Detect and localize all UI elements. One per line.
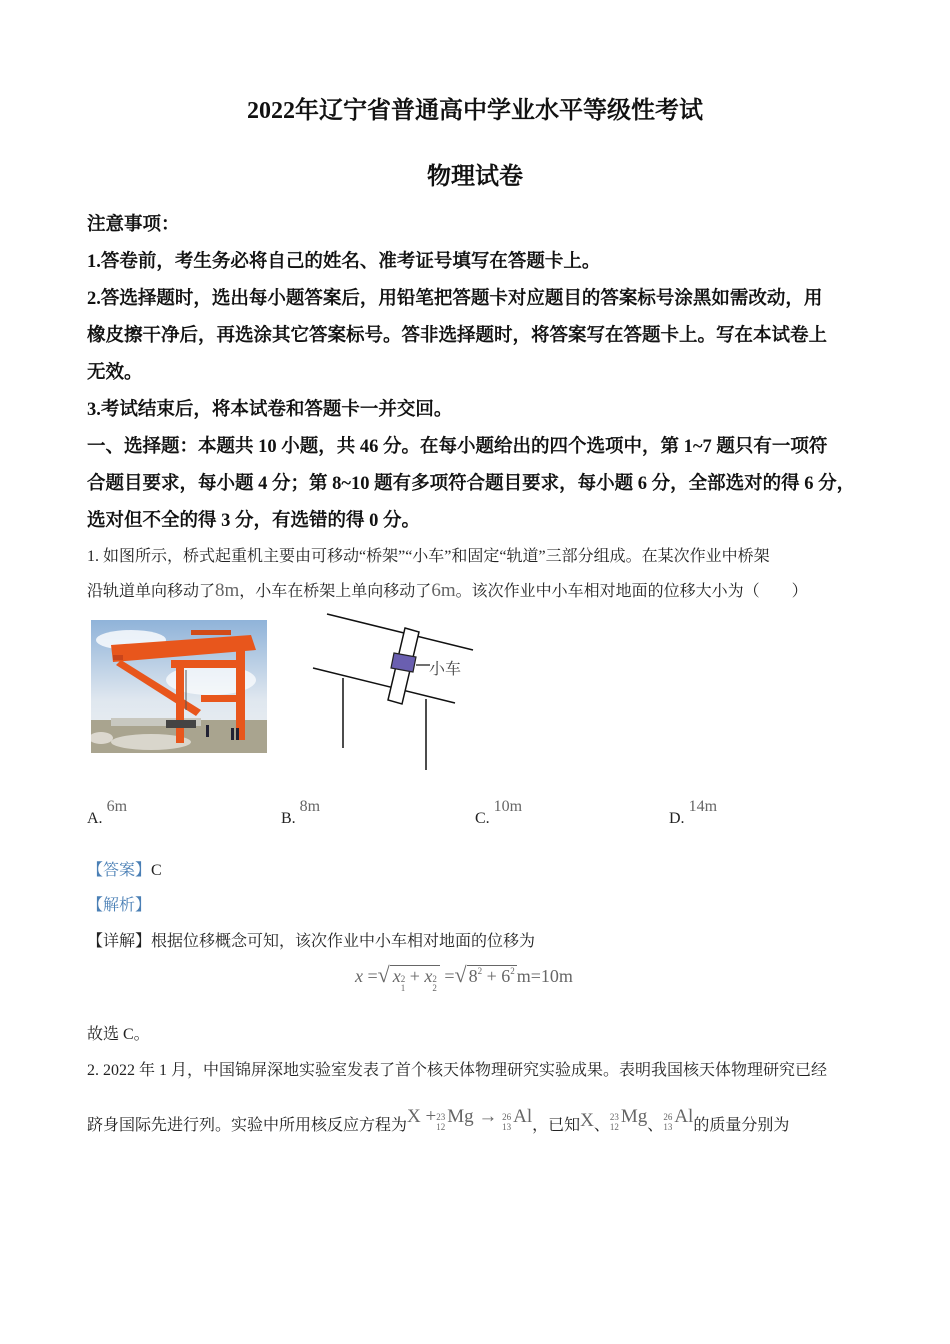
- x2: x: [424, 966, 433, 986]
- x2-sup: 2: [432, 974, 437, 984]
- q1-value-8m: 8m: [215, 580, 240, 601]
- al-atomic: 13: [502, 1122, 512, 1132]
- formula-x: x: [355, 966, 363, 986]
- n1-sup: 2: [477, 966, 483, 976]
- q1-text-a: 沿轨道单向移动了: [87, 583, 216, 600]
- eq-x: X: [407, 1106, 421, 1127]
- known-mg-atomic: 12: [609, 1122, 619, 1132]
- answer-label: 【答案】: [87, 862, 152, 879]
- q2-text-c: 的质量分别为: [693, 1117, 790, 1134]
- x1-scripts: [401, 975, 406, 993]
- x2-sub: 2: [432, 983, 437, 993]
- radicand-1: [390, 965, 440, 993]
- section-instructions-1: 一、选择题：本题共 10 小题，共 46 分。在每小题给出的四个选项中，第 1~7 题只有一项符: [87, 437, 828, 457]
- n2: 6: [501, 966, 511, 986]
- formula-equals-1: =: [367, 966, 378, 986]
- option-d[interactable]: [669, 798, 718, 828]
- notice-item-2-end: 无效。: [87, 363, 143, 383]
- notice-item-2-cont: 橡皮擦干净后，再选涂其它答案标号。答非选择题时，将答案写在答题卡上。写在本试卷上: [87, 326, 828, 346]
- known-al: [663, 1106, 693, 1132]
- question-1-text-2: [87, 578, 808, 602]
- mg-symbol: Mg: [447, 1106, 474, 1127]
- analysis-label: 【解析】: [87, 897, 152, 914]
- known-mg-symbol: Mg: [620, 1106, 648, 1127]
- x2-scripts: [432, 975, 437, 993]
- cart-label: 小车: [429, 659, 462, 678]
- nuclear-equation: [407, 1106, 533, 1132]
- exam-title: 2022年辽宁省普通高中学业水平等级性考试: [247, 98, 703, 124]
- known-x: X: [580, 1110, 594, 1131]
- sqrt-icon: √: [454, 962, 467, 987]
- option-c-value: 10m: [493, 798, 523, 815]
- known-al-atomic: 13: [663, 1122, 673, 1132]
- question-2-text-2: [87, 1106, 790, 1140]
- q2-text-a: 跻身国际先进行列。实验中所用核反应方程为: [87, 1117, 408, 1134]
- option-a[interactable]: [87, 798, 128, 828]
- displacement-formula: [355, 962, 573, 993]
- question-2-text-1: 2. 2022 年 1 月，中国锦屏深地实验室发表了首个核天体物理研究实验成果。表明我国核天体物理研究已经: [87, 1062, 828, 1079]
- exam-subtitle: 物理试卷: [427, 164, 523, 190]
- notice-item-3: 3.考试结束后，将本试卷和答题卡一并交回。: [87, 400, 453, 420]
- known-al-numbers: [663, 1112, 672, 1132]
- question-1-text-1: 1. 如图所示，桥式起重机主要由可移动“桥架”“小车”和固定“轨道”三部分组成。在某次作业中桥架: [87, 548, 770, 565]
- sep-1: 、: [593, 1117, 610, 1134]
- mg-mass: 23: [436, 1112, 446, 1122]
- answer-value: C: [151, 862, 162, 879]
- q1-text-b: ，小车在桥架上单向移动了: [239, 583, 432, 600]
- x1: x: [392, 966, 401, 986]
- al-mass: 26: [502, 1112, 512, 1122]
- q1-text-c: 。该次作业中小车相对地面的位移大小为（ ）: [455, 583, 808, 600]
- option-a-letter: A.: [87, 810, 103, 827]
- option-c-letter: C.: [475, 810, 490, 827]
- detail-label: 【详解】: [87, 933, 152, 950]
- known-mg-numbers: [610, 1112, 619, 1132]
- section-instructions-2: 合题目要求，每小题 4 分；第 8~10 题有多项符合题目要求，每小题 6 分，全部选对的得 6 分，: [87, 474, 856, 494]
- detail-text: 根据位移概念可知，该次作业中小车相对地面的位移为: [151, 933, 536, 950]
- x1-sub: 1: [400, 983, 406, 993]
- bridge-rail-top: [327, 614, 473, 650]
- al-nuclide: [502, 1106, 532, 1132]
- conclusion: 故选 C。: [87, 1026, 150, 1043]
- option-b[interactable]: [281, 798, 321, 828]
- formula-plus-2: +: [486, 966, 497, 986]
- formula-result: m=10m: [516, 966, 573, 986]
- al-numbers: [502, 1112, 511, 1132]
- option-d-letter: D.: [669, 810, 685, 827]
- detail-row: [87, 928, 535, 951]
- n2-sup: 2: [510, 966, 515, 976]
- section-instructions-3: 选对但不全的得 3 分，有选错的得 0 分。: [87, 511, 421, 531]
- notice-item-1: 1.答卷前，考生务必将自己的姓名、准考证号填写在答题卡上。: [87, 252, 601, 272]
- x1-sup: 2: [400, 974, 406, 984]
- option-b-letter: B.: [281, 810, 296, 827]
- arrow-icon: →: [478, 1106, 498, 1127]
- q2-text-b: ，已知: [532, 1117, 581, 1134]
- formula-equals-2: =: [444, 966, 455, 986]
- option-c[interactable]: [475, 798, 523, 828]
- formula-plus-1: +: [409, 966, 420, 986]
- answer-row: [87, 857, 162, 880]
- n1: 8: [468, 966, 478, 986]
- eq-plus: +: [425, 1106, 437, 1127]
- mg-numbers: [436, 1112, 445, 1132]
- q1-value-6m: 6m: [431, 580, 456, 601]
- option-b-value: 8m: [299, 798, 321, 815]
- known-al-mass: 26: [663, 1112, 673, 1122]
- sqrt-icon: √: [377, 962, 390, 987]
- al-symbol: Al: [513, 1106, 533, 1127]
- mg-nuclide: [436, 1106, 473, 1132]
- known-mg: [610, 1106, 647, 1132]
- crane-diagram: [305, 610, 480, 775]
- notice-item-2: 2.答选择题时，选出每小题答案后，用铅笔把答题卡对应题目的答案标号涂黑如需改动，用: [87, 289, 823, 309]
- option-a-value: 6m: [106, 798, 128, 815]
- known-al-symbol: Al: [674, 1106, 694, 1127]
- cart-block: [391, 653, 416, 672]
- radicand-2: [467, 965, 517, 986]
- crane-photo: [91, 620, 267, 753]
- sep-2: 、: [647, 1117, 664, 1134]
- known-mg-mass: 23: [609, 1112, 619, 1122]
- mg-atomic: 12: [436, 1122, 446, 1132]
- notice-heading: 注意事项：: [87, 215, 180, 235]
- option-d-value: 14m: [688, 798, 718, 815]
